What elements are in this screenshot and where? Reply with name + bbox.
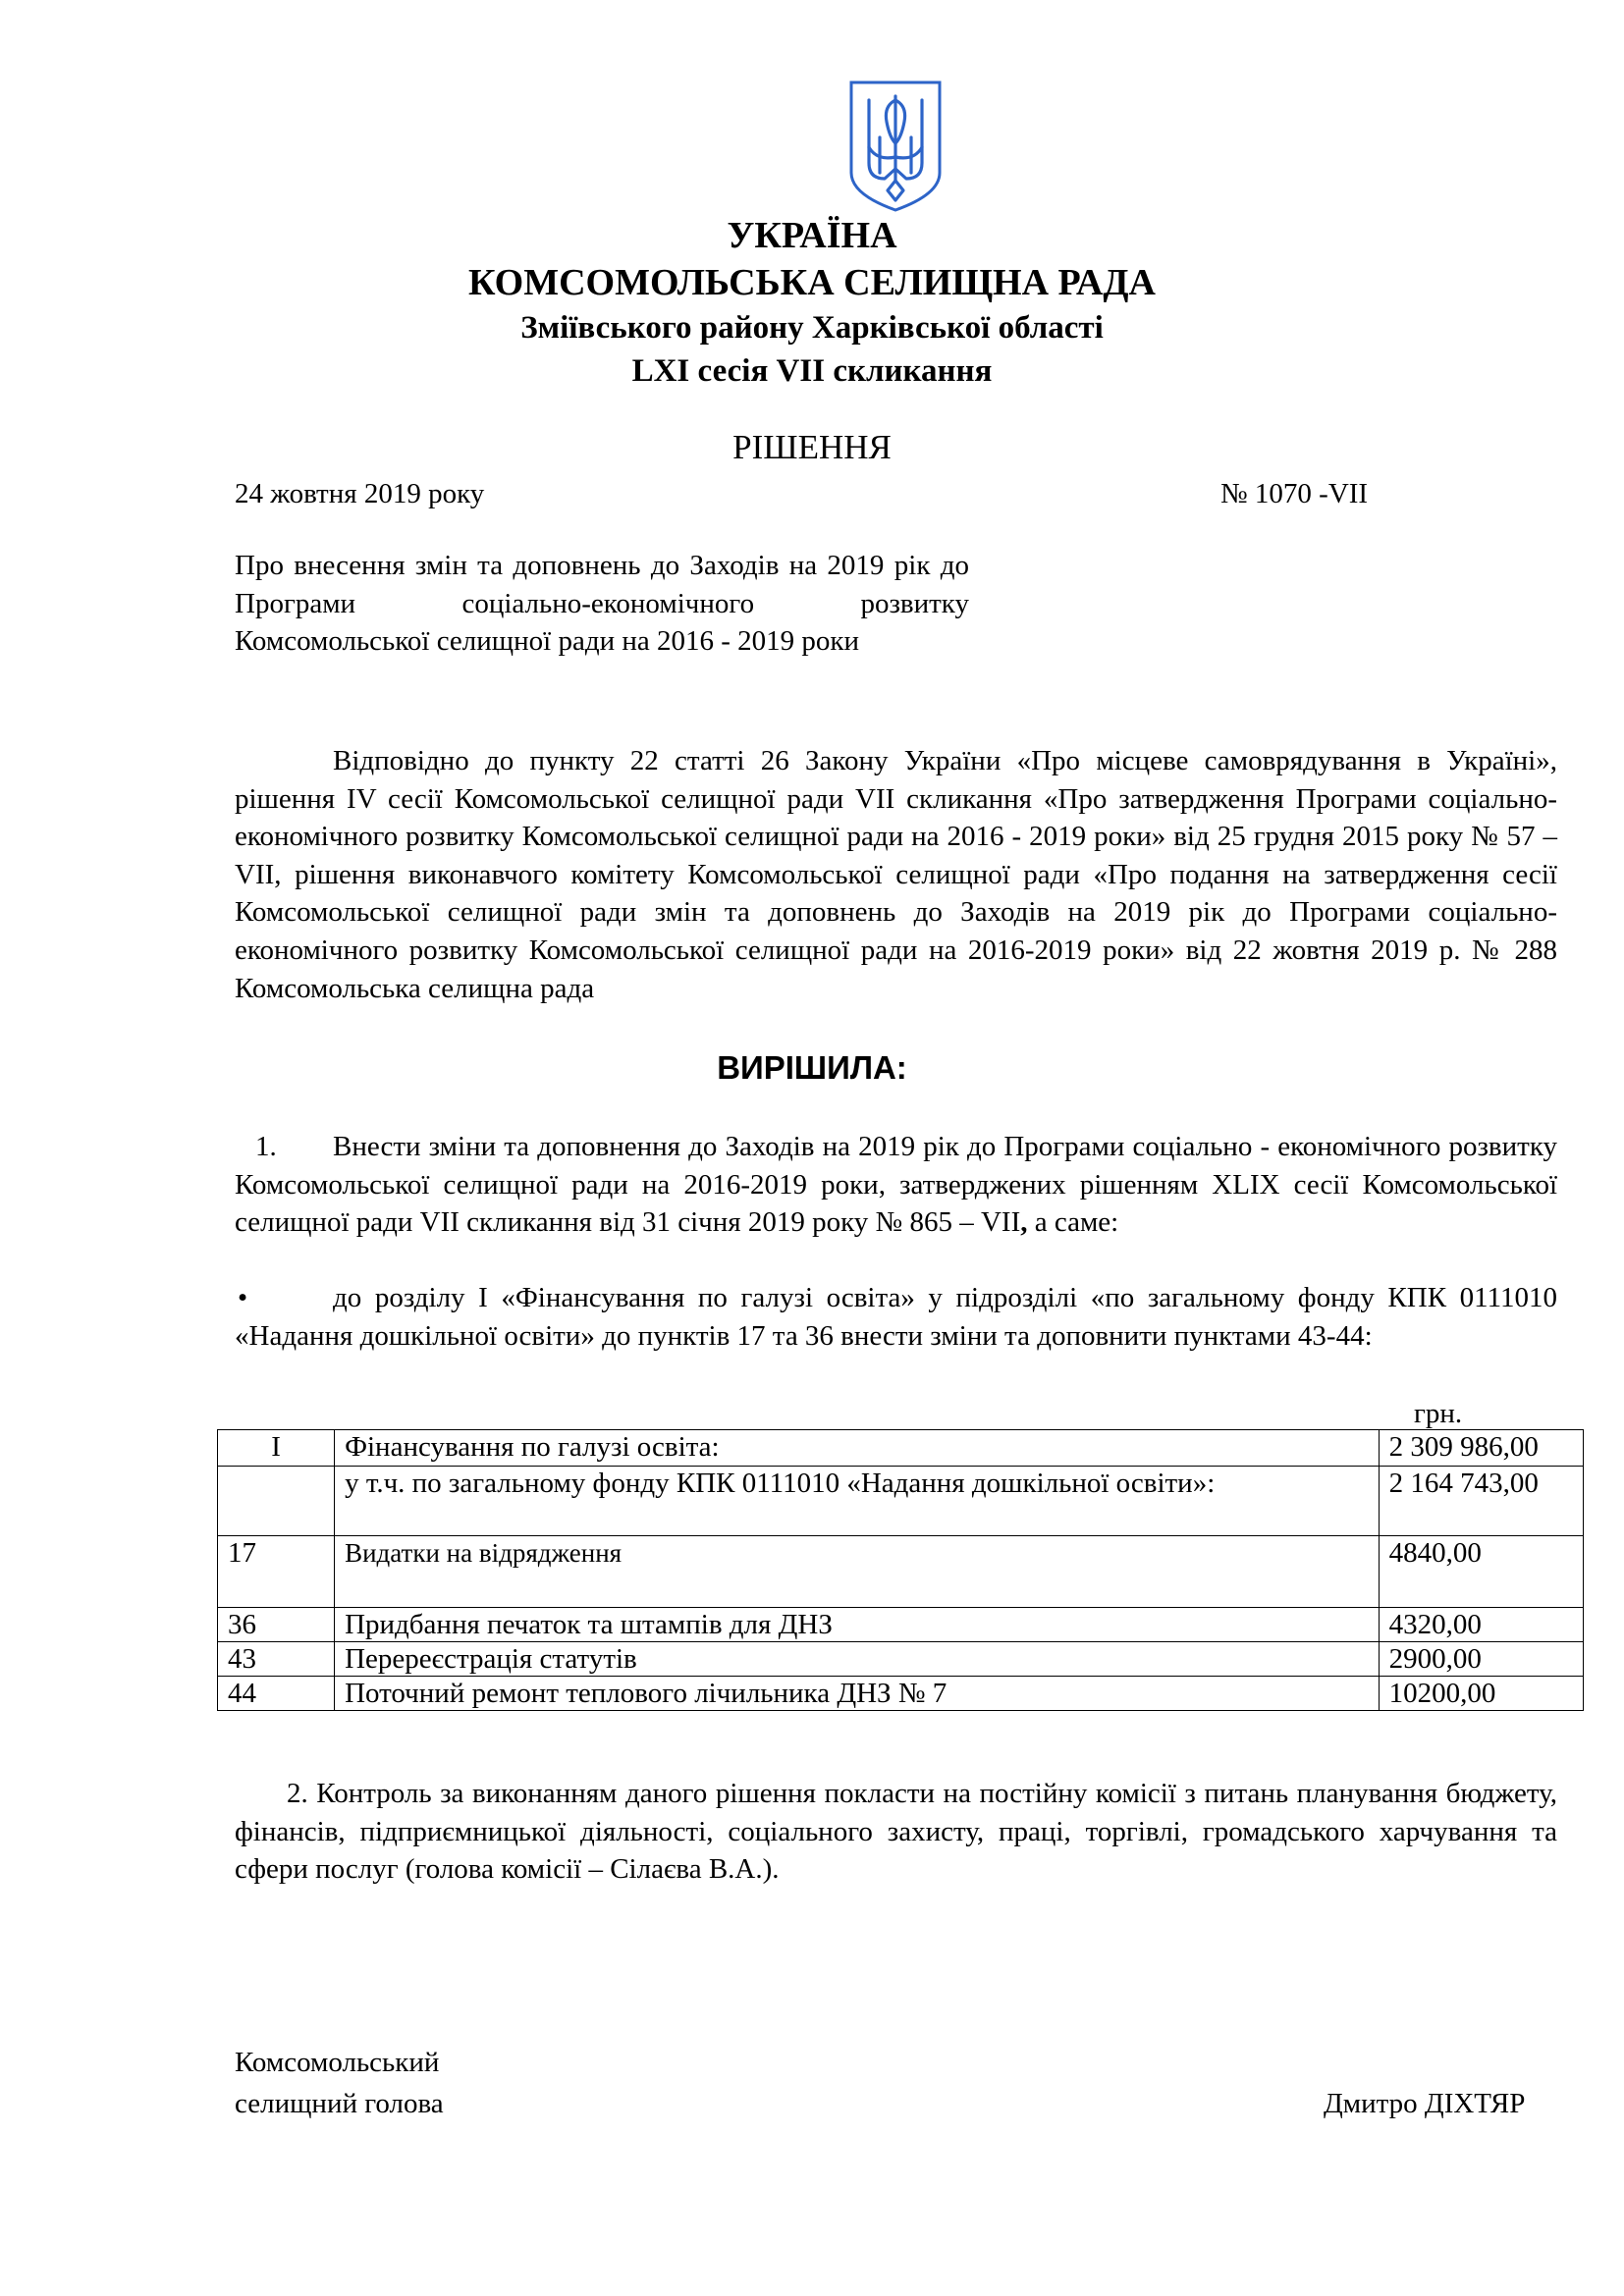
table-row	[218, 1536, 1584, 1608]
coat-of-arms-icon	[847, 79, 944, 214]
decision-subject: Про внесення змін та доповнень до Заходів на 2019 рік до Програми соціально-економічного розвитку Комсомольської селищної ради на 2016 - 2019 роки	[235, 550, 969, 658]
decision-date: 24 жовтня 2019 року	[235, 478, 485, 509]
row-number	[218, 1467, 335, 1536]
table-row	[218, 1642, 1584, 1677]
row-amount: 2 309 986,00	[1379, 1430, 1583, 1467]
item-1-comma: ,	[1020, 1206, 1028, 1239]
document-type: РІШЕННЯ	[732, 428, 892, 466]
row-name: Поточний ремонт теплового лічильника ДНЗ № 7	[335, 1677, 1380, 1711]
row-name: Перереєстрація статутів	[335, 1642, 1380, 1677]
currency-label: грн.	[1414, 1398, 1463, 1429]
row-name: Видатки на відрядження	[335, 1536, 1380, 1608]
bullet-marker: •	[238, 1282, 248, 1313]
financing-table	[217, 1429, 1584, 1711]
row-number: I	[218, 1430, 335, 1467]
row-name: у т.ч. по загальному фонду КПК 0111010 «Надання дошкільної освіти»:	[335, 1467, 1380, 1536]
row-amount: 4840,00	[1379, 1536, 1583, 1608]
row-name: Фінансування по галузі освіта:	[335, 1430, 1380, 1467]
row-name: Придбання печаток та штампів для ДНЗ	[335, 1608, 1380, 1642]
resolution-item-2: 2. Контроль за виконанням даного рішення покласти на постійну комісії з питань планування бюджету, фінансів, підприємницької діяльності, соціального захисту, праці, торгівлі, громадського харчування та сфери послуг (голова комісії – Сілаєва В.А.).	[235, 1778, 1557, 1886]
table-row	[218, 1677, 1584, 1711]
session-title: LXI сесія VII скликання	[631, 353, 993, 389]
row-number: 43	[218, 1642, 335, 1677]
table-row	[218, 1430, 1584, 1467]
item-1-text: Внести зміни та доповнення до Заходів на 2019 рік до Програми соціально - економічного розвитку Комсомольської селищної ради на 2016-2019 роки, затверджених рішенням XLIX сесії Комсомольської селищної ради VII скликання від 31 січня 2019 року № 865 – VII	[235, 1131, 1557, 1239]
decided-heading: ВИРІШИЛА:	[717, 1049, 907, 1086]
signer-title-line-1: Комсомольський	[235, 2047, 440, 2078]
item-1-number: 1.	[255, 1131, 277, 1162]
row-number: 17	[218, 1536, 335, 1608]
row-amount: 4320,00	[1379, 1608, 1583, 1642]
row-amount: 2900,00	[1379, 1642, 1583, 1677]
preamble-paragraph: Відповідно до пункту 22 статті 26 Закону України «Про місцеве самоврядування в Україні», рішення IV сесії Комсомольської селищної ради VII скликання «Про затвердження Програми соціально-економічного розвитку Комсомольської селищної ради на 2016 - 2019 роки» від 25 грудня 2015 року № 57 – VII, рішення виконавчого комітету Комсомольської селищної ради «Про подання на затвердження сесії Комсомольської селищної ради змін та доповнень до Заходів на 2019 рік до Програми соціально-економічного розвитку Комсомольської селищної ради на 2016-2019 роки» від 22 жовтня 2019 р. № 288 Комсомольська селищна рада	[235, 745, 1557, 1004]
table-row	[218, 1467, 1584, 1536]
item-1-tail: а саме:	[1027, 1206, 1119, 1239]
row-amount: 10200,00	[1379, 1677, 1583, 1711]
council-title: КОМСОМОЛЬСЬКА СЕЛИЩНА РАДА	[468, 262, 1156, 303]
signer-title-line-2: селищний голова	[235, 2088, 444, 2119]
bullet-item	[235, 1279, 1557, 1355]
row-number: 44	[218, 1677, 335, 1711]
decision-number: № 1070 -VII	[1220, 478, 1369, 509]
row-amount: 2 164 743,00	[1379, 1467, 1583, 1536]
table-row	[218, 1608, 1584, 1642]
signer-name: Дмитро ДІХТЯР	[1324, 2088, 1526, 2119]
country-title: УКРАЇНА	[727, 215, 897, 256]
resolution-item-1	[235, 1128, 1557, 1242]
row-number: 36	[218, 1608, 335, 1642]
bullet-text: до розділу І «Фінансування по галузі освіта» у підрозділі «по загальному фонду КПК 0111010 «Надання дошкільної освіти» до пунктів 17 та 36 внести зміни та доповнити пунктами 43-44:	[235, 1282, 1557, 1352]
district-title: Зміївського району Харківської області	[520, 310, 1104, 346]
